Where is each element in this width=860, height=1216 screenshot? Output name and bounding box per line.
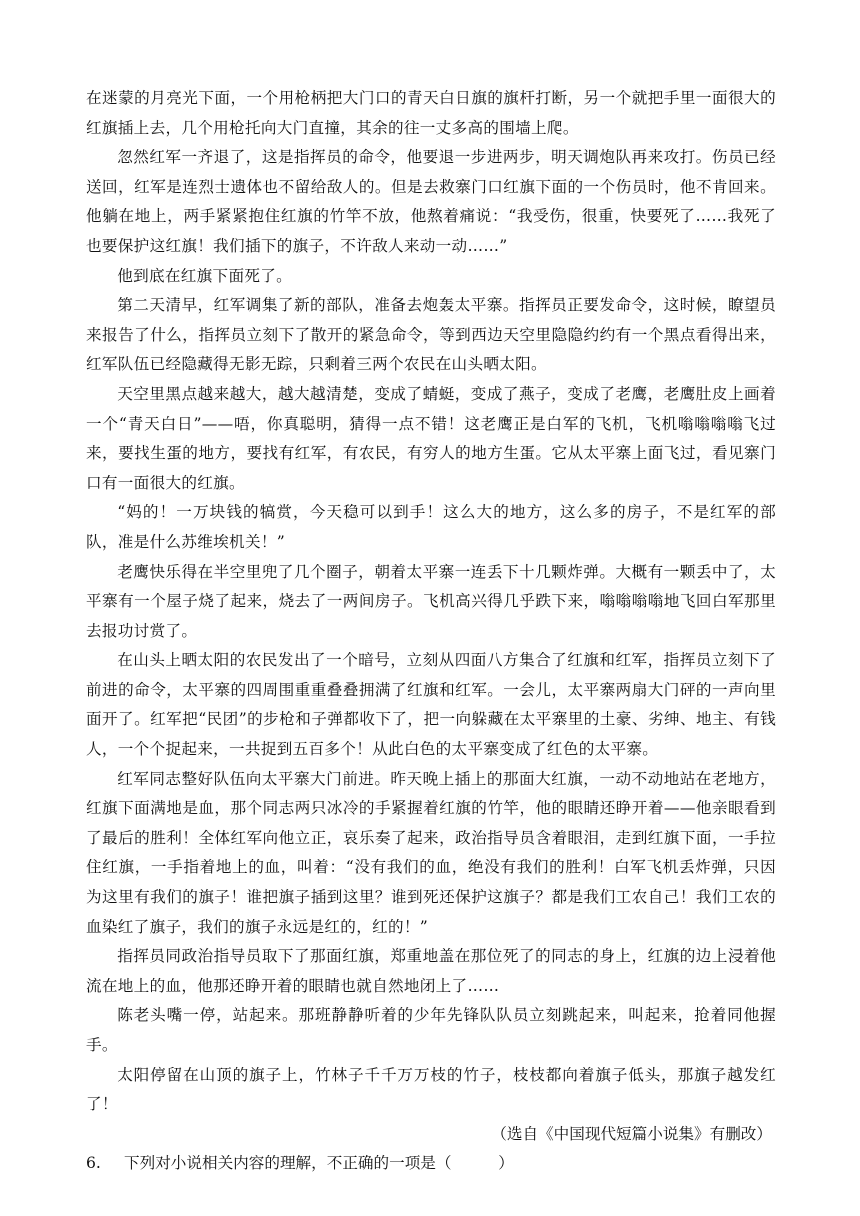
paragraph-12: 太阳停留在山顶的旗子上，竹林子千千万万枝的竹子，枝枝都向着旗子低头，那旗子越发红了！	[86, 1065, 776, 1114]
paragraph-4: 第二天清早，红军调集了新的部队，准备去炮轰太平寨。指挥员正要发命令，这时候，瞭望员来报告了什么，指挥员立刻下了散开的紧急命令，等到西边天空里隐隐约约有一个黑点看得出来，红军队伍已经隐藏得无影无踪，只剩着三两个农民在山头晒太阳。	[86, 296, 776, 374]
paragraph-7: 老鹰快乐得在半空里兜了几个圈子，朝着太平寨一连丢下十几颗炸弹。大概有一颗丢中了，太平寨有一个屋子烧了起来，烧去了一两间房子。飞机高兴得几乎跌下来，嗡嗡嗡嗡地飞回白军那里去报功讨赏了。	[86, 562, 776, 640]
paragraph-8: 在山头上晒太阳的农民发出了一个暗号，立刻从四面八方集合了红旗和红军，指挥员立刻下了前进的命令，太平寨的四周围重重叠叠拥满了红旗和红军。一会儿，太平寨两扇大门砰的一声向里面开了。红军把“民团”的步枪和子弹都收下了，把一向躲藏在太平寨里的土豪、劣绅、地主、有钱人，一个个捉起来，一共捉到五百多个！从此白色的太平寨变成了红色的太平寨。	[86, 651, 776, 759]
paragraph-9: 红军同志整好队伍向太平寨大门前进。昨天晚上插上的那面大红旗，一动不动地站在老地方，红旗下面满地是血，那个同志两只冰冷的手紧握着红旗的竹竿，他的眼睛还睁开着——他亲眼看到了最后的胜利！全体红军向他立正，哀乐奏了起来，政治指导员含着眼泪，走到红旗下面，一手拉住红旗，一手指着地上的血，叫着：“没有我们的血，绝没有我们的胜利！白军飞机丢炸弹，只因为这里有我们的旗子！谁把旗子插到这里？谁到死还保护这旗子？都是我们工农自己！我们工农的血染红了旗子，我们的旗子永远是红的，红的！”	[86, 769, 776, 936]
paragraph-6: “妈的！一万块钱的犒赏，今天稳可以到手！这么大的地方，这么多的房子，不是红军的部队，准是什么苏维埃机关！”	[86, 503, 776, 551]
paragraph-11: 陈老头嘴一停，站起来。那班静静听着的少年先锋队队员立刻跳起来，叫起来，抢着同他握手。	[86, 1006, 776, 1054]
question-6	[86, 1149, 776, 1179]
paragraph-5: 天空里黑点越来越大，越大越清楚，变成了蜻蜓，变成了燕子，变成了老鹰，老鹰肚皮上画着一个“青天白日”——唔，你真聪明，猜得一点不错！这老鹰正是白军的飞机，飞机嗡嗡嗡嗡飞过来，要找生蛋的地方，要找有红军，有农民，有穷人的地方生蛋。它从太平寨上面飞过，看见寨门口有一面很大的红旗。	[86, 384, 776, 492]
paragraph-1: 在迷蒙的月亮光下面，一个用枪柄把大门口的青天白日旗的旗杆打断，另一个就把手里一面很大的红旗插上去，几个用枪托向大门直撞，其余的往一丈多高的围墙上爬。	[86, 89, 776, 137]
paragraph-2: 忽然红军一齐退了，这是指挥员的命令，他要退一步进两步，明天调炮队再来攻打。伤员已经送回，红军是连烈士遗体也不留给敌人的。但是去救寨门口红旗下面的一个伤员时，他不肯回来。他躺在地上，两手紧紧抱住红旗的竹竿不放，他熬着痛说：“我受伤，很重，快要死了……我死了也要保护这红旗！我们插下的旗子，不许敌人来动一动……”	[86, 148, 776, 255]
paragraph-3: 他到底在红旗下面死了。	[117, 266, 293, 285]
question-number: 6.	[86, 1154, 101, 1173]
question-text: 下列对小说相关内容的理解，不正确的一项是（ ）	[124, 1154, 514, 1173]
source-citation: （选自《中国现代短篇小说集》有删改）	[491, 1124, 772, 1143]
document-page	[86, 84, 776, 1179]
paragraph-10: 指挥员同政治指导员取下了那面红旗，郑重地盖在那位死了的同志的身上，红旗的边上浸着他流在地上的血，他那还睁开着的眼睛也就自然地闭上了……	[86, 947, 776, 995]
